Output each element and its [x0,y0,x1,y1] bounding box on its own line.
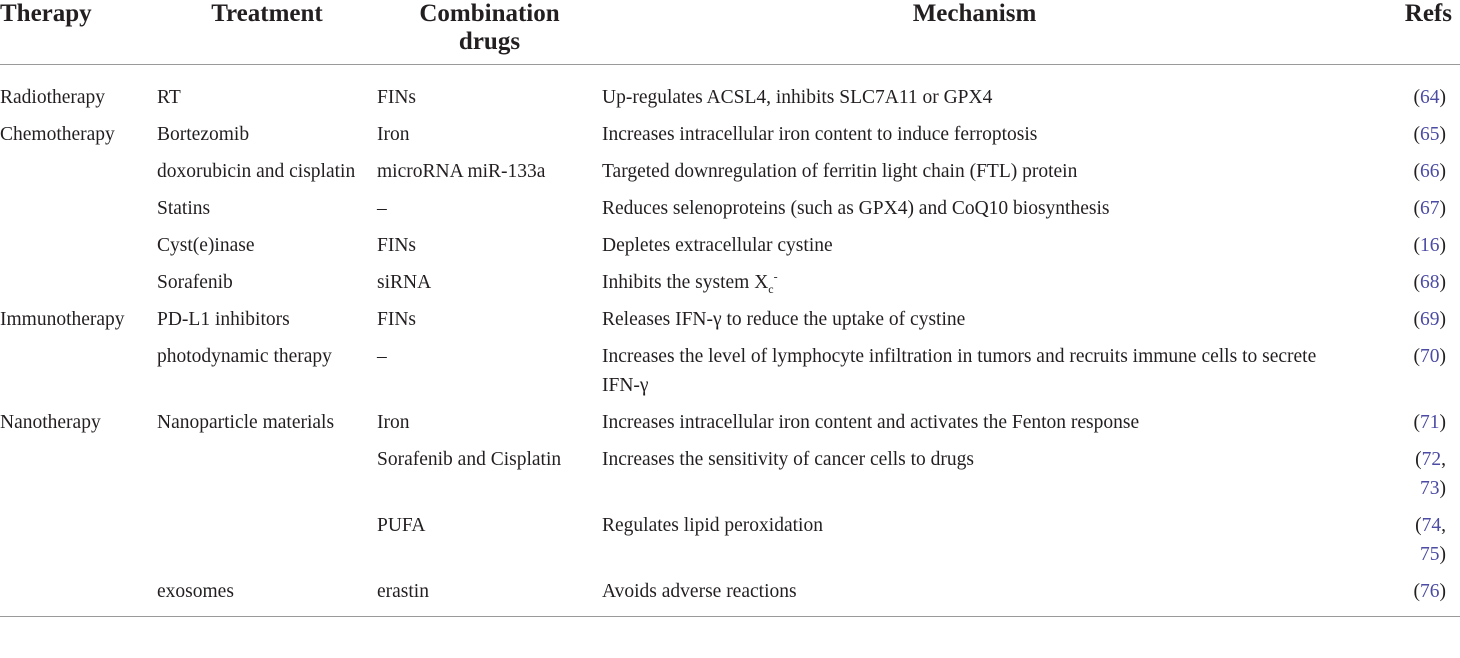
cell-treatment: RT [157,87,181,108]
ref-link[interactable]: 67 [1420,198,1440,219]
cell-drugs: – [377,346,387,367]
cell-therapy [0,223,157,260]
cell-mechanism: Increases intracellular iron content to induce ferroptosis [602,124,1038,145]
cell-therapy [0,569,157,617]
table-row [0,334,1460,400]
cell-drugs: Sorafenib and Cisplatin [377,449,562,470]
cell-refs: (66) [1413,161,1446,182]
table-row [0,437,1460,503]
table-row [0,65,1460,113]
table-row [0,186,1460,223]
cell-therapy: Chemotherapy [0,124,115,145]
cell-drugs: FINs [377,309,417,330]
cell-refs: (70) [1413,346,1446,367]
mechanism-text: Inhibits the system X [602,272,769,293]
header-refs: Refs [1347,0,1460,65]
cell-refs: (67) [1413,198,1446,219]
cell-treatment: photodynamic therapy [157,346,332,367]
cell-mechanism: Targeted downregulation of ferritin light chain (FTL) protein [602,161,1078,182]
cell-treatment: Statins [157,198,211,219]
cell-mechanism: Reduces selenoproteins (such as GPX4) and CoQ10 biosynthesis [602,198,1110,219]
table-row [0,400,1460,437]
cell-mechanism: Regulates lipid peroxidation [602,515,823,536]
cell-treatment [157,437,377,503]
table-row [0,223,1460,260]
cell-refs: (71) [1413,412,1446,433]
table-row [0,297,1460,334]
cell-drugs: FINs [377,235,417,256]
cell-treatment: Cyst(e)inase [157,235,255,256]
header-combination-line1: Combination [419,0,560,27]
cell-drugs: – [377,198,387,219]
cell-refs: (65) [1413,124,1446,145]
cell-mechanism [602,260,1347,297]
cell-refs: (74, 75) [1415,515,1446,565]
cell-mechanism: Depletes extracellular cystine [602,235,833,256]
cell-therapy: Immunotherapy [0,309,125,330]
table-row [0,260,1460,297]
cell-drugs: erastin [377,569,602,617]
cell-therapy [0,437,157,503]
cell-mechanism: Up-regulates ACSL4, inhibits SLC7A11 or GPX4 [602,87,993,108]
ref-link[interactable]: 66 [1420,161,1440,182]
cell-therapy [0,260,157,297]
header-treatment: Treatment [157,0,377,65]
cell-drugs: FINs [377,87,417,108]
header-combination-line2: drugs [458,28,521,55]
cell-mechanism: Releases IFN-γ to reduce the uptake of cystine [602,309,966,330]
ref-link[interactable]: 72 [1421,449,1442,470]
table-row [0,569,1460,617]
ref-link[interactable]: 16 [1420,235,1440,256]
cell-refs: (69) [1413,309,1446,330]
cell-mechanism: Increases intracellular iron content and activates the Fenton response [602,412,1140,433]
table-row [0,149,1460,186]
ref-link[interactable]: 73 [1420,478,1440,499]
mechanism-superscript: - [773,269,778,284]
cell-therapy [0,149,157,186]
header-row [0,0,1460,65]
cell-treatment: Bortezomib [157,124,250,145]
cell-therapy [0,186,157,223]
ref-link[interactable]: 69 [1420,309,1440,330]
ref-link[interactable]: 64 [1420,87,1440,108]
cell-mechanism: Increases the level of lymphocyte infiltration in tumors and recruits immune cells to secrete IFN-γ [602,346,1317,396]
ref-link[interactable]: 71 [1420,412,1440,433]
header-therapy: Therapy [0,0,157,65]
ref-link[interactable]: 76 [1420,581,1440,602]
cell-therapy [0,334,157,400]
ref-link[interactable]: 74 [1421,515,1442,536]
ref-link[interactable]: 70 [1420,346,1440,367]
cell-therapy: Radiotherapy [0,87,106,108]
cell-refs: (72, 73) [1415,449,1446,499]
cell-mechanism: Increases the sensitivity of cancer cells to drugs [602,449,974,470]
cell-drugs: PUFA [377,515,426,536]
cell-treatment: Nanoparticle materials [157,412,335,433]
table-row [0,503,1460,569]
cell-drugs: microRNA miR-133a [377,161,546,182]
cell-refs: (64) [1413,87,1446,108]
cell-treatment [157,503,377,569]
cell-treatment: PD-L1 inhibitors [157,309,290,330]
cell-drugs: Iron [377,412,410,433]
ref-link[interactable]: 68 [1420,272,1440,293]
cell-treatment: doxorubicin and cisplatin [157,161,356,182]
header-combination-drugs [377,0,602,65]
cell-refs: (76) [1347,569,1460,617]
ref-link[interactable]: 75 [1420,544,1440,565]
cell-refs: (68) [1413,272,1446,293]
ref-link[interactable]: 65 [1420,124,1440,145]
cell-treatment: Sorafenib [157,272,233,293]
cell-therapy: Nanotherapy [0,412,101,433]
header-mechanism: Mechanism [602,0,1347,65]
cell-drugs: Iron [377,124,410,145]
table-row [0,112,1460,149]
cell-drugs: siRNA [377,272,432,293]
cell-therapy [0,503,157,569]
cell-mechanism: Avoids adverse reactions [602,569,1347,617]
cell-refs: (16) [1413,235,1446,256]
cell-treatment: exosomes [157,569,377,617]
mechanism-subscript: c [768,281,774,296]
